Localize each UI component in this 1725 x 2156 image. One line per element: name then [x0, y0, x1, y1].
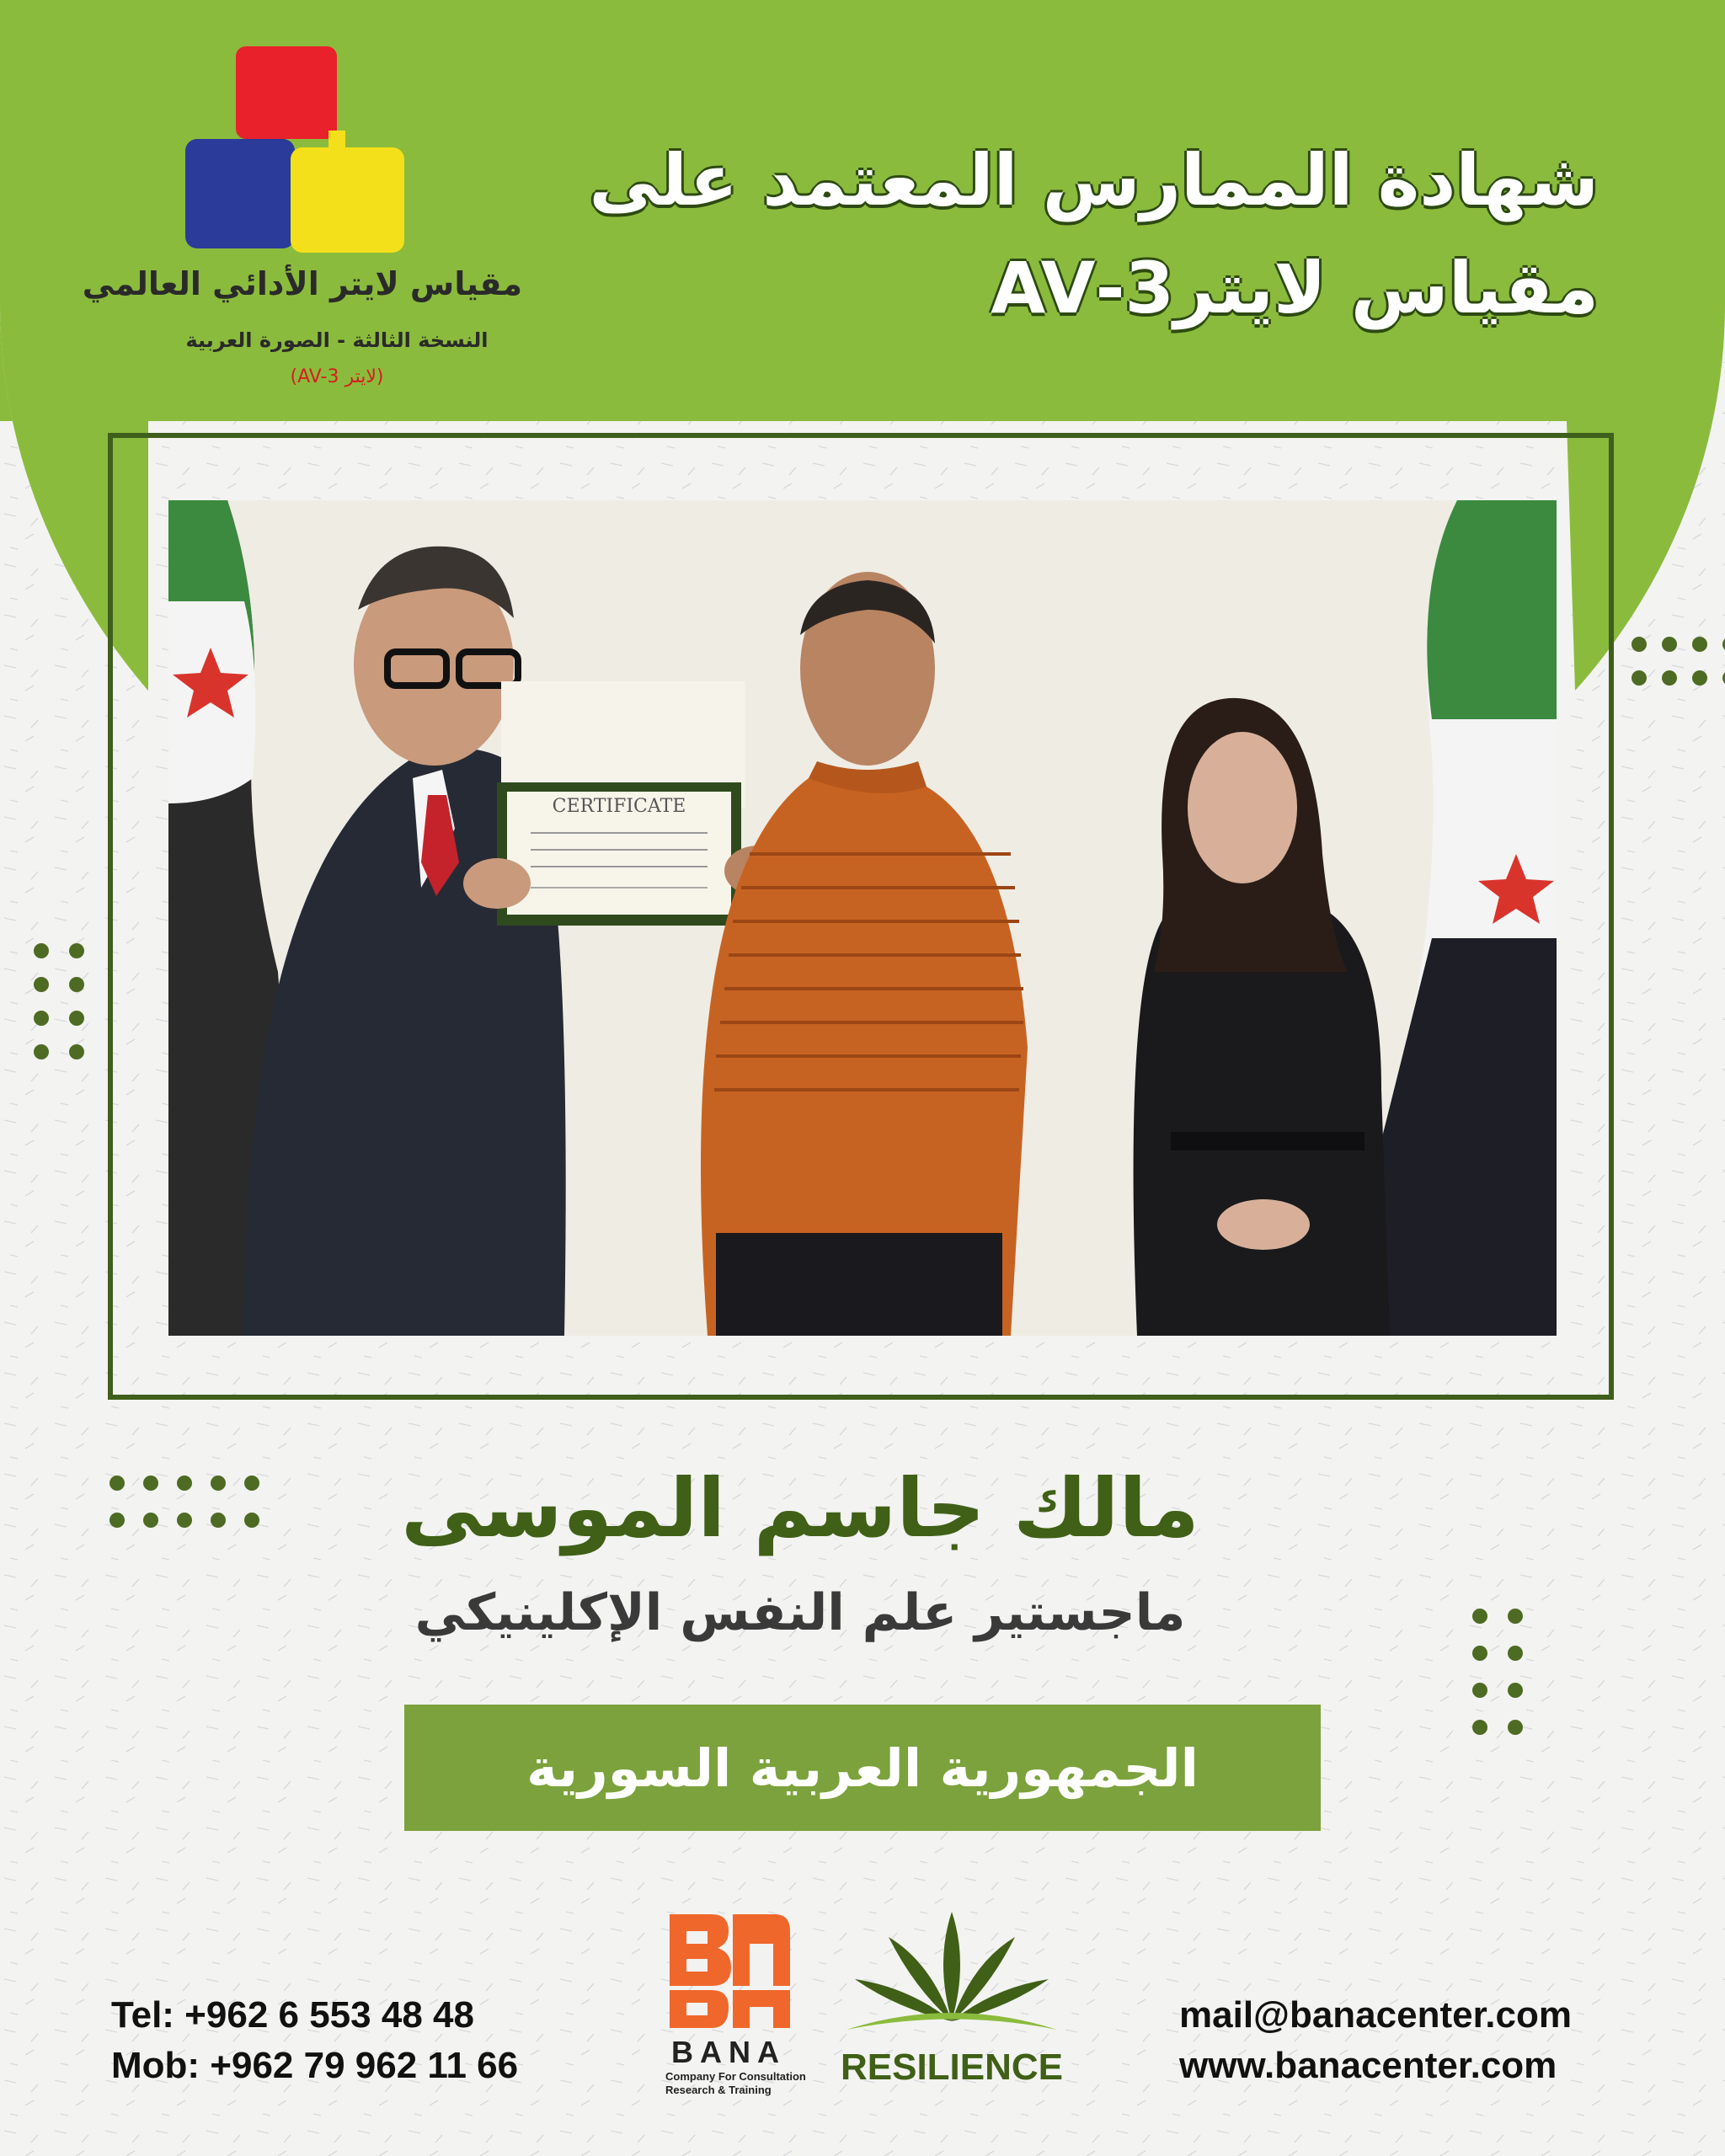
certificate-label: CERTIFICATE: [552, 796, 686, 817]
dots-right-degree: [1472, 1609, 1523, 1735]
person-name: مالك جاسم الموسى: [401, 1461, 1199, 1556]
leiter-logo: [82, 38, 522, 392]
bana-name: BANA: [671, 2035, 786, 2069]
dots-left-middle: [34, 943, 84, 1059]
logo-version: (لايتر AV-3): [290, 366, 384, 387]
resilience-name: RESILIENCE: [840, 2047, 1064, 2088]
bana-mark-icon: [665, 1910, 792, 2032]
leaf-icon: [838, 1903, 1065, 2055]
phone-mob[interactable]: Mob: +962 79 962 11 66: [111, 2045, 519, 2086]
title-line-1: شهادة الممارس المعتمد على: [589, 139, 1599, 221]
phone-tel[interactable]: Tel: +962 6 553 48 48: [111, 1994, 474, 2036]
country-text: الجمهورية العربية السورية: [526, 1737, 1199, 1799]
title-line-2: مقياس لايتر3-AV: [991, 247, 1599, 329]
bana-tagline-2: Research & Training: [665, 2084, 772, 2096]
certificate-title: [588, 126, 1599, 342]
colored-cubes-icon: [185, 38, 421, 265]
person-degree: ماجستير علم النفس الإكلينيكي: [414, 1583, 1186, 1642]
logo-name: مقياس لايتر الأدائي العالمي: [82, 265, 522, 302]
ceremony-photo: [168, 500, 1557, 1336]
country-badge: [404, 1705, 1321, 1831]
dots-left-name: [109, 1476, 259, 1528]
logo-edition: النسخة الثالثة - الصورة العربية: [185, 328, 489, 352]
dots-top-right: [1632, 637, 1725, 686]
website-link[interactable]: www.banacenter.com: [1179, 2045, 1557, 2086]
bana-logo: [665, 1910, 806, 2104]
email-link[interactable]: mail@banacenter.com: [1179, 1994, 1572, 2036]
bana-tagline-1: Company For Consultation: [665, 2070, 806, 2083]
